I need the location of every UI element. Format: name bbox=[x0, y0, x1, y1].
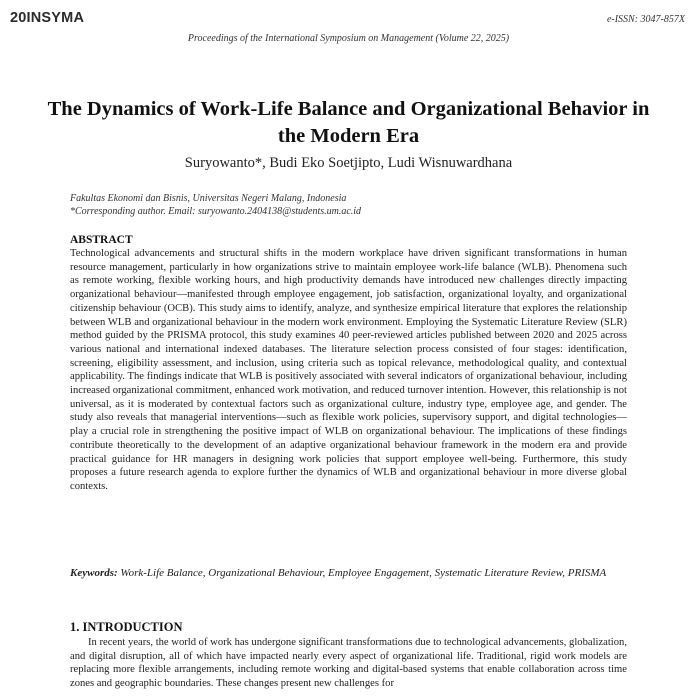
section-heading-introduction: 1. INTRODUCTION bbox=[70, 620, 183, 634]
conference-logo: 20INSYMA bbox=[10, 10, 85, 26]
keywords-block bbox=[70, 566, 627, 581]
affiliation: Fakultas Ekonomi dan Bisnis, Universitas Negeri Malang, Indonesia bbox=[70, 193, 347, 204]
keywords-label: Keywords: bbox=[70, 567, 118, 579]
proceedings-header: Proceedings of the International Symposium on Management (Volume 22, 2025) bbox=[187, 33, 510, 44]
keywords-text: Work-Life Balance, Organizational Behaviour, Employee Engagement, Systematic Literature Review, PRISMA bbox=[120, 567, 607, 579]
introduction-text: In recent years, the world of work has undergone significant transformations due to technological advancements, globalization, and digital disruption, all of which have impacted nearly every aspect of organizational life. Traditional, rigid work models are replacing more flexible arrangements, including remote working and digital-based systems that enable collaboration across time zones and geographic boundaries. These changes present new challenges for bbox=[70, 637, 627, 690]
paper-title: The Dynamics of Work-Life Balance and Organizational Behavior in the Modern Era bbox=[47, 98, 650, 147]
author-list: Suryowanto*, Budi Eko Soetjipto, Ludi Wisnuwardhana bbox=[184, 155, 513, 171]
affiliation-block bbox=[70, 192, 361, 218]
corresponding-author: *Corresponding author. Email: suryowanto.2404138@students.um.ac.id bbox=[70, 206, 362, 217]
issn-label: e-ISSN: 3047-857X bbox=[606, 14, 685, 25]
abstract-heading: ABSTRACT bbox=[70, 234, 133, 246]
abstract-text: Technological advancements and structural shifts in the modern workplace have driven significant transformations in human resource management, particularly in how organizations strive to maintain employee work-life balance (WLB). Phenomena such as remote working, flexible working hours, and high productivity demands have introduced new challenges directly impacting organizational behaviour—manifested through employee engagement, job satisfaction, organizational loyalty, and organizational citizenship behaviour (OCB). This study aims to identify, analyze, and synthesize empirical literature that explores the relationship between WLB and organizational behaviour in the modern work environment. Employing the Systematic Literature Review (SLR) method guided by the PRISMA protocol, this study examines 40 peer-reviewed articles published between 2020 and 2025 across various national and international indexed databases. The literature selection process consisted of four stages: identification, screening, eligibility assessment, and inclusion, using criteria such as topical relevance, methodological quality, and contextual applicability. The findings indicate that WLB is positively associated with several indicators of organizational behaviour, including increased organizational commitment, enhanced work motivation, and reduced turnover intention. However, this relationship is not universal, as it is moderated by contextual factors such as organizational culture, industry type, employee age, and gender. The study also reveals that managerial interventions—such as flexible work policies, supervisory support, and digital technologies—play a crucial role in strengthening the positive impact of WLB on organizational behaviour. The implications of these findings contribute theoretically to the development of an adaptive organizational behaviour framework in the modern era and provide practical guidance for HR managers in designing work policies that support employee well-being. Furthermore, this study proposes a future research agenda to explore further the dynamics of WLB and organizational behaviour in more diverse global contexts. bbox=[70, 248, 627, 492]
